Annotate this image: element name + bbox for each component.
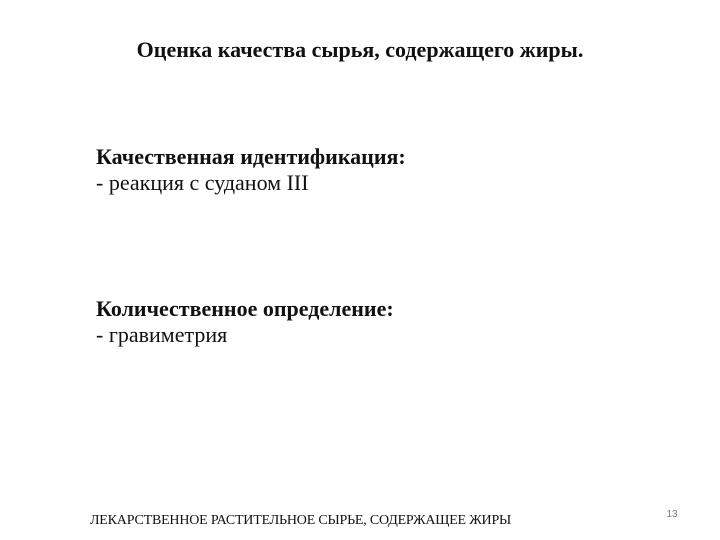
sudan-iii-reaction-item: - реакция с суданом III	[96, 170, 309, 195]
qualitative-identification-heading: Качественная идентификация:	[96, 144, 406, 169]
slide-title: Оценка качества сырья, содержащего жиры.	[136, 37, 584, 62]
gravimetry-item: - гравиметрия	[96, 322, 228, 347]
slide-footer: ЛЕКАРСТВЕННОЕ РАСТИТЕЛЬНОЕ СЫРЬЕ, СОДЕРЖАЩЕЕ ЖИРЫ	[90, 513, 512, 528]
quantitative-determination-heading: Количественное определение:	[96, 296, 394, 321]
qualitative-identification-section	[96, 144, 656, 196]
page-number: 13	[666, 509, 678, 520]
quantitative-determination-section	[96, 296, 656, 348]
